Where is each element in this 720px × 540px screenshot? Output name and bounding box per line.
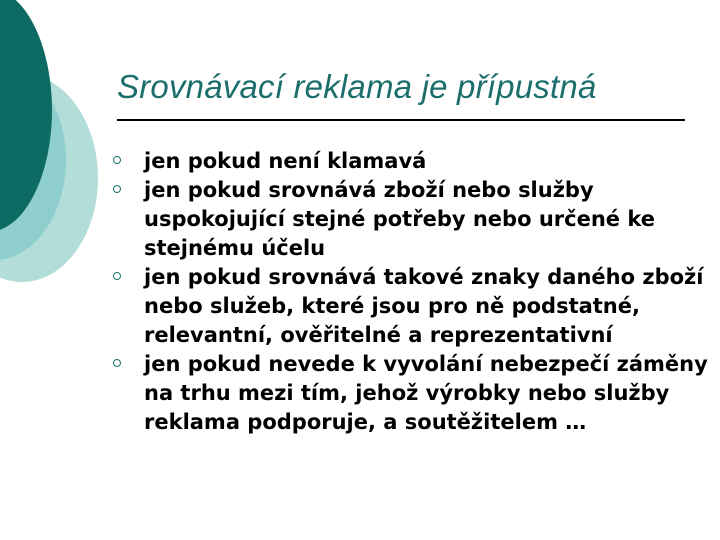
bullet-list [113,147,713,437]
hollow-circle-icon [113,359,121,367]
bullet-text: jen pokud srovnává zboží nebo služby uspokojující stejné potřeby nebo určené ke stejnému účelu [144,178,655,260]
title-divider [117,119,685,121]
bullet-item [113,147,713,176]
bullet-text: jen pokud nevede k vyvolání nebezpečí záměny na trhu mezi tím, jehož výrobky nebo služby reklama podporuje, a soutěžitelem … [144,352,708,434]
bullet-text: jen pokud není klamavá [144,149,427,173]
bullet-item [113,350,713,437]
hollow-circle-icon [113,272,121,280]
bullet-text: jen pokud srovnává takové znaky daného zboží nebo služeb, které jsou pro ně podstatné, relevantní, ověřitelné a reprezentativní [144,265,704,347]
hollow-circle-icon [113,156,121,164]
slide-title: Srovnávací reklama je přípustná [117,68,597,105]
bullet-item [113,263,713,350]
bullet-item [113,176,713,263]
hollow-circle-icon [113,185,121,193]
